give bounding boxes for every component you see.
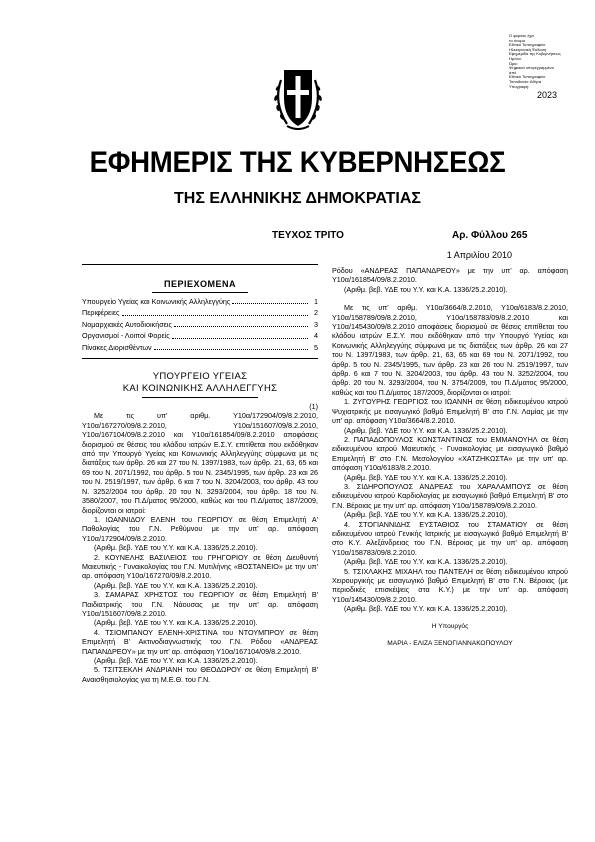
signature-note-line: το όνομα xyxy=(509,37,525,43)
year-label: 2023 xyxy=(537,90,558,100)
appointment-entry: 3. ΣΑΜΑΡΑΣ ΧΡΗΣΤΟΣ του ΓΕΩΡΓΙΟΥ σε θέση Επιμελητή Β' Παιδιατρικής του Γ.Ν. Νάουσας με την υπ' αρ. απόφαση Υ10α/151607/09/8.2.2010. xyxy=(82,590,318,618)
ministry-heading-line2: ΚΑΙ ΚΟΙΝΩΝΙΚΗΣ ΑΛΛΗΛΕΓΓΥΗΣ xyxy=(122,383,278,395)
ministry-heading-rule xyxy=(142,397,258,398)
appointment-entry: 2. ΠΑΠΑΔΟΠΟΥΛΟΣ ΚΩΝΣΤΑΝΤΙΝΟΣ του ΕΜΜΑΝΟΥΗΛ σε θέση ειδικευμένου ιατρού Μαιευτικής - Γυναικολογίας με εισαγωγικό βαθμό Επιμελητή Β' στο Γ.Ν. Μεσολογγίου «ΧΑΤΖΗΚΩΣΤΑ» με την υπ' αρ. απόφαση Υ10α/6183/8.2.2010. xyxy=(332,434,568,473)
budget-note: (Αριθμ. βεβ. ΥΔΕ του Υ.Υ. και Κ.Α. 1336/25.2.2010). xyxy=(344,472,508,482)
budget-note: (Αριθμ. βεβ. ΥΔΕ του Υ.Υ. και Κ.Α. 1336/25.2.2010). xyxy=(94,656,258,665)
appointment-entry: 3. ΣΙΔΗΡΟΠΟΥΛΟΣ ΑΝΔΡΕΑΣ του ΧΑΡΑΛΑΜΠΟΥΣ σε θέση ειδικευμένου ιατρού Καρδιολογίας με εισαγωγικό βαθμό Επιμελητή Β' στο Γ.Ν. Βέροιας με την υπ' αρ. απόφαση Υ10α/158789/09/8.2.2010. xyxy=(332,481,568,510)
sheet-number-label: Αρ. Φύλλου xyxy=(452,230,508,241)
appointment-entry: 4. ΤΣΙΟΜΠΑΝΟΥ ΕΛΕΝΗ-ΧΡΙΣΤΙΝΑ του ΝΤΟΥΜΠΡΟΥ σε θέση Επιμελητή Β' Ακτινοδιαγνωστικής του Γ.Ν. Ρόδου «ΑΝΔΡΕΑΣ ΠΑΠΑΝΔΡΕΟΥ» με την υπ' αρ. απόφαση Υ10α/167104/09/8.2.2010. xyxy=(82,627,318,656)
signature-note-line: Υπογραφή: xyxy=(509,83,530,89)
right-column xyxy=(332,266,568,648)
contents-item[interactable] xyxy=(82,330,318,341)
signature-note-line: Ψηφιακά υπογεγραμμένο από xyxy=(509,65,554,75)
appointment-entry: 4. ΣΤΟΓΙΑΝΝΙΔΗΣ ΕΥΣΤΑΘΙΟΣ του ΣΤΑΜΑΤΙΟΥ σε θέση ειδικευμένου ιατρού Γενικής Ιατρικής με εισαγωγικό βαθμό Επιμελητή Β' στο Κ.Υ. Αλεξάνδρειας του Γ.Ν. Βέροιας με την υπ' αρ. απόφαση Υ10α/158783/09/8.2.2010. xyxy=(332,519,568,557)
contents-item-label: Οργανισμοί - Λοιποί Φορείς xyxy=(82,331,170,341)
signature-note-line: Ο φορέας έχει xyxy=(509,33,535,38)
leader-dots xyxy=(154,342,308,350)
contents-item-label: Υπουργείο Υγείας και Κοινωνικής Αλληλεγγύης xyxy=(82,297,231,306)
leader-dots xyxy=(174,319,308,327)
budget-note: (Αριθμ. βεβ. ΥΔΕ του Υ.Υ. και Κ.Α. 1336/25.2.2010). xyxy=(344,425,508,435)
contents-item-page: 5 xyxy=(314,342,318,352)
left-column xyxy=(82,264,318,684)
leader-dots xyxy=(232,296,308,304)
signature-name: ΜΑΡΙΑ - ΕΛΙΖΑ ΞΕΝΟΓΙΑΝΝΑΚΟΠΟΥΛΟΥ xyxy=(387,640,513,648)
budget-note: (Αριθμ. βεβ. ΥΔΕ του Υ.Υ. και Κ.Α. 1336/25.2.2010). xyxy=(344,604,508,614)
sheet-number-value: 265 xyxy=(510,230,528,241)
contents-item-page: 1 xyxy=(314,297,318,306)
contents-item[interactable] xyxy=(82,307,318,318)
budget-note: (Αριθμ. βεβ. ΥΔΕ του Υ.Υ. και Κ.Α. 1336/25.2.2010). xyxy=(94,543,258,553)
leader-dots xyxy=(122,307,308,315)
contents-item-page: 2 xyxy=(314,308,318,318)
signature-role: Η Υπουργός xyxy=(431,622,469,630)
contents-item-label: Νομαρχιακές Αυτοδιοικήσεις xyxy=(82,319,172,329)
contents-heading-rule xyxy=(152,292,248,293)
signature-note-line: Τοποθεσία: Αθήνα xyxy=(509,78,542,84)
contents-bottom-rule xyxy=(82,358,318,359)
signature-note-line: Ημ/νια: xyxy=(509,55,522,61)
signature-note-line: Ώρα: xyxy=(509,60,518,66)
budget-note: (Αριθμ. βεβ. ΥΔΕ του Υ.Υ. και Κ.Α. 1336/25.2.2010). xyxy=(94,618,258,628)
decision-intro: Με τις υπ' αριθμ. Υ10α/3664/8.2.2010, Υ10α/6183/8.2.2010, Υ10α/158789/09/8.2.2010, Υ10α/158783/09/8.2.2010 και Υ10α/145430/09/8.2.2010 αποφάσεις διορισμού σε θέσεις επιτίθεται του κλάδου ιατρών Ε.Σ.Υ. που εκδόθηκαν από την Υπουργό Υγείας και Κοινωνικής Αλληλεγγύης σύμφωνα με τις διατάξεις των άρθρ. 26 και 27 του Ν. 1397/1983, των άρθρ. 21, 63, 65 και 69 του Ν. 2071/1992, του άρθρ. 5 του Ν. 2345/1995, των άρθρ. 23 και 26 του Ν. 2519/1997, των άρθρ. 6 και 7 του Ν. 3204/2003, του άρθρ. 43 του Ν. 3252/2004, του άρθρ. 20 του Ν. 3293/2004, του Ν. 3754/2009, του Π.Δ/ματος 95/2000, καθώς και του Π.Δ/ματος 187/2009, διορίζονται οι ιατροί: xyxy=(332,303,568,397)
continuation-text: Ρόδου «ΑΝΔΡΕΑΣ ΠΑΠΑΝΔΡΕΟΥ» με την υπ' αρ. απόφαση Υ10α/161854/09/8.2.2010. xyxy=(332,266,568,285)
signature-note-line: Εθνικό Τυπογραφείο xyxy=(509,42,546,48)
contents-item-label: Πίνακες Διορισθέντων xyxy=(82,342,152,352)
budget-note: (Αριθμ. βεβ. ΥΔΕ του Υ.Υ. και Κ.Α. 1336/25.2.2010). xyxy=(344,284,508,294)
sheet-number xyxy=(452,230,527,241)
gazette-subtitle: ΤΗΣ ΕΛΛΗΝΙΚΗΣ ΔΗΜΟΚΡΑΤΙΑΣ xyxy=(174,190,421,207)
contents-item-page: 4 xyxy=(314,331,318,341)
contents-item[interactable] xyxy=(82,342,318,353)
gazette-title: ΕΦΗΜΕΡΙΣ ΤΗΣ ΚΥΒΕΡΝΗΣΕΩΣ xyxy=(89,146,506,179)
digital-signature-note xyxy=(509,34,561,89)
decision-intro: Με τις υπ' αριθμ. Υ10α/172904/09/8.2.2010, Υ10α/167270/09/8.2.2010, Υ10α/151607/09/8.2.2010, Υ10α/167104/09/8.2.2010 και Υ10α/161854/09/8.2.2010 αποφάσεις διορισμού σε θέσεις του κλάδου ιατρών Ε.Σ.Υ. επιτίθεται που εκδόθηκαν από την Υπουργό Υγείας και Κοινωνικής Αλληλεγγύης σύμφωνα με τις διατάξεις των άρθρ. 26 και 27 του Ν. 1397/1983, των άρθρ. 21, 63, 65 και 69 του Ν. 2071/1992, του άρθρ. 5 του Ν. 2345/1995, των άρθρ. 23 και 26 του Ν. 2519/1997, των άρθρ. 6 και 7 του Ν. 3204/2003, του άρθρ. 43 του Ν. 3252/2004 του άρθρ. 20 του Ν. 3293/2004, του άρθρ. 18 του Ν. 3580/2007, του Π.Δ/ματος 95/2000, καθώς και του Π.Δ/ματος 187/2009, διορίζονται οι ιατροί: xyxy=(82,411,318,515)
contents-item[interactable] xyxy=(82,296,318,307)
signature-note-line: Εφημερίδα της Κυβερνήσεως xyxy=(509,51,561,57)
issue-label: ΤΕΥΧΟΣ ΤΡΙΤΟ xyxy=(272,230,344,241)
contents-top-rule xyxy=(82,264,318,265)
appointment-entry: 5. ΤΣΙΤΣΕΚΛΗ ΑΝΔΡΙΑΝΗ του ΘΕΟΔΩΡΟΥ σε θέση Επιμελητή Β' Αναισθησιολογίας για τη Μ.Ε.Θ. του Γ.Ν. xyxy=(82,665,318,684)
decision-number: (1) xyxy=(309,402,318,412)
budget-note: (Αριθμ. βεβ. ΥΔΕ του Υ.Υ. και Κ.Α. 1336/25.2.2010). xyxy=(344,510,508,520)
signature-note-line: Ηλεκτρονική Έκδοση xyxy=(509,46,547,52)
ministry-heading-line1: ΥΠΟΥΡΓΕΙΟ ΥΓΕΙΑΣ xyxy=(152,371,248,383)
appointment-entry: 2. ΚΟΥΝΕΛΗΣ ΒΑΣΙΛΕΙΟΣ του ΓΡΗΓΟΡΙΟΥ σε θέση Διευθυντή Μαιευτικής - Γυναικολογίας του Γ.Ν. Μυτιλήνης «ΒΟΣΤΑΝΕΙΟ» με την υπ' αρ. απόφαση Υ10α/167270/09/8.2.2010. xyxy=(82,552,318,581)
signature-note-line: Εθνικό Τυπογραφείο xyxy=(509,74,546,80)
contents-item-label: Περιφέρειες xyxy=(82,308,120,318)
appointment-entry: 5. ΤΣΙΧΛΑΚΗΣ ΜΙΧΑΗΛ του ΠΑΝΤΕΛΗ σε θέση ειδικευμένου ιατρού Χειρουργικής με εισαγωγικό βαθμό Επιμελητή Β' στο Γ.Ν. Βέροιας (με περιοδικές επισκέψεις στα Κ.Υ.) με την υπ' αρ. απόφαση Υ10α/145430/09/8.2.2010. xyxy=(332,566,568,604)
budget-note: (Αριθμ. βεβ. ΥΔΕ του Υ.Υ. και Κ.Α. 1336/25.2.2010). xyxy=(94,580,258,590)
appointment-entry: 1. ΙΩΑΝΝΙΔΟΥ ΕΛΕΝΗ του ΓΕΩΡΓΙΟΥ σε θέση Επιμελητή Α' Παθολογίας του Γ.Ν. Ρεθύμνου με την υπ' αρ. απόφαση Υ10α/172904/09/8.2.2010. xyxy=(82,514,318,543)
contents-item-page: 3 xyxy=(314,319,318,329)
budget-note: (Αριθμ. βεβ. ΥΔΕ του Υ.Υ. και Κ.Α. 1336/25.2.2010). xyxy=(344,557,508,567)
contents-heading: ΠΕΡΙΕΧΟΜΕΝΑ xyxy=(163,279,236,289)
decision-block-1 xyxy=(82,402,318,684)
leader-dots xyxy=(172,330,308,338)
coat-of-arms-icon xyxy=(271,58,325,134)
contents-item[interactable] xyxy=(82,319,318,330)
issue-date: 1 Απριλίου 2010 xyxy=(446,250,512,260)
appointment-entry: 1. ΖΥΓΟΥΡΗΣ ΓΕΩΡΓΙΟΣ του ΙΩΑΝΝΗ σε θέση ειδικευμένου ιατρού Ψυχιατρικής με εισαγωγικό βαθμό Επιμελητή Β' στο Γ.Ν. Λαμίας με την υπ' αρ. απόφαση Υ10α/3664/8.2.2010. xyxy=(332,397,568,426)
